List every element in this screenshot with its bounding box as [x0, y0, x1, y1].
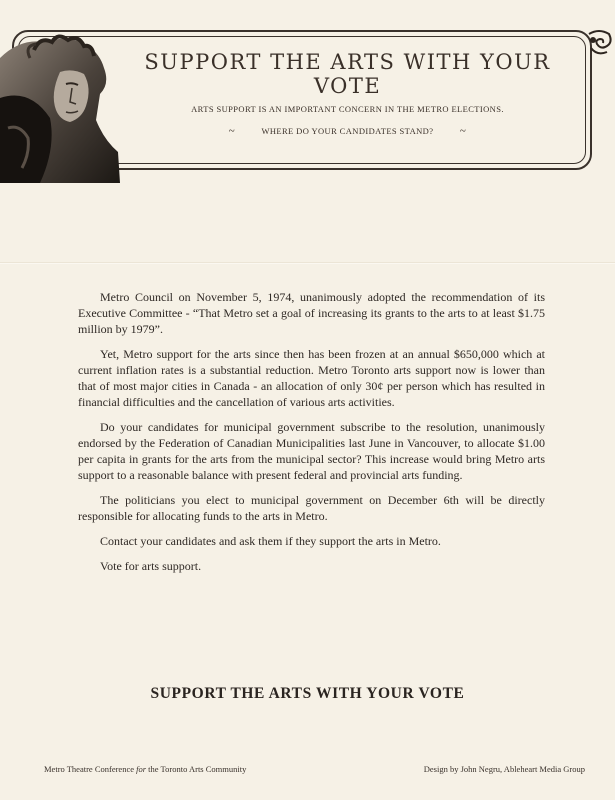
body-paragraph: Do your candidates for municipal government subscribe to the resolution, unanimously endorsed by the Federation of Canadian Municipalities last June in Vancouver, to allocate $1.00 per capita in grants for the arts from the municipal sector? This increase would bring Metro arts support to a reasonable balance with present federal and provincial arts funding.: [78, 420, 545, 482]
footer-slogan: SUPPORT THE ARTS WITH YOUR VOTE: [150, 685, 465, 702]
body-text: [78, 289, 545, 583]
paper-fold-line: [0, 262, 615, 263]
credit-designer: Design by John Negru, Ableheart Media Group: [423, 764, 585, 774]
credit-organization-part-a: Metro Theatre Conference: [44, 764, 137, 774]
body-paragraph: Contact your candidates and ask them if they support the arts in Metro.: [100, 534, 441, 548]
header-headline: SUPPORT THE ARTS WITH YOUR VOTE: [144, 50, 551, 98]
header-subline-concern: ARTS SUPPORT IS AN IMPORTANT CONCERN IN THE METRO ELECTIONS.: [191, 104, 504, 114]
credit-organization-part-b: the Toronto Arts Community: [146, 764, 247, 774]
body-paragraph: Yet, Metro support for the arts since then has been frozen at an annual $650,000 which at current inflation rates is a substantial reduction. Metro Toronto arts support now is lower than that of most major cities in Canada - an allocation of only 30¢ per person which has resulted in financial difficulties and the cancellation of various arts activities.: [78, 347, 545, 409]
body-paragraph: Metro Council on November 5, 1974, unanimously adopted the recommendation of its Executive Committee - “That Metro set a goal of increasing its grants to the arts to at least $1.75 million by 1979”.: [78, 290, 545, 336]
header-subline-question-text: WHERE DO YOUR CANDIDATES STAND?: [261, 126, 434, 136]
tilde-ornament-right: ~: [459, 125, 467, 137]
statue-head-illustration: [0, 28, 120, 183]
header-subline-question: [120, 125, 575, 137]
credit-organization: [44, 764, 246, 774]
body-paragraph: Vote for arts support.: [100, 559, 202, 573]
scroll-ornament-icon: [585, 28, 613, 58]
body-paragraph: The politicians you elect to municipal government on December 6th will be directly responsible for allocating funds to the arts in Metro.: [78, 493, 545, 523]
tilde-ornament-left: ~: [228, 125, 236, 137]
credit-organization-for: for: [136, 764, 147, 774]
